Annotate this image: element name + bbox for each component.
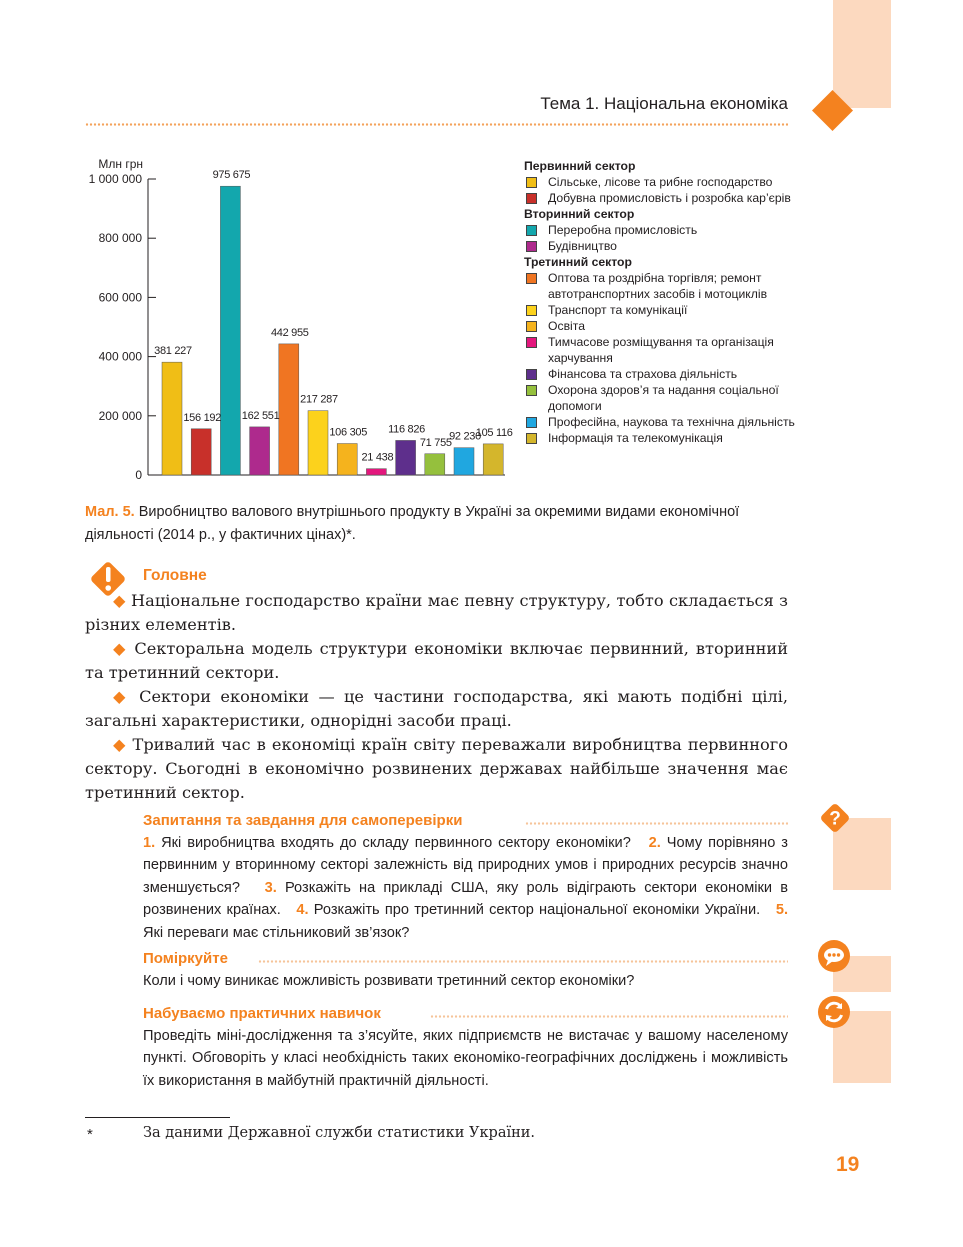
legend-item (524, 366, 804, 382)
y-tick-label: 400 000 (98, 349, 142, 364)
legend-label: Освіта (548, 319, 585, 333)
bar (425, 454, 445, 475)
bar (337, 444, 357, 475)
bar (279, 344, 299, 475)
bar (454, 448, 474, 475)
legend-label: Тимчасове розміщування та організація харчування (548, 335, 774, 365)
bar-value-label: 105 116 (475, 426, 513, 439)
bar (308, 411, 328, 475)
legend-label: Будівництво (548, 239, 617, 253)
legend-swatch (526, 241, 537, 252)
question-4: Розкажіть про третинний сектор національної економіки України. (313, 902, 761, 919)
legend-item (524, 238, 804, 254)
figure-caption-label: Мал. 5. (85, 504, 135, 520)
legend-item (524, 190, 804, 206)
speech-bubble-icon (816, 938, 852, 974)
legend-label: Оптова та роздрібна торгівля; ремонт автотранспортних засобів і мотоциклів (548, 271, 768, 301)
legend-label: Переробна промисловість (548, 223, 698, 237)
legend-swatch (526, 305, 537, 316)
legend-swatch (526, 273, 537, 284)
footnote-text: За даними Державної служби статистики України. (143, 1125, 536, 1141)
margin-tab-top (833, 0, 891, 108)
bar-value-label: 21 438 (361, 451, 394, 464)
y-tick-label: 0 (135, 468, 142, 482)
legend-label: Інформація та телекомунікація (548, 431, 723, 445)
gdp-bar-chart (85, 155, 525, 485)
bar-value-label: 975 675 (212, 169, 251, 182)
legend-swatch (526, 337, 537, 348)
legend-item (524, 222, 804, 238)
y-tick-label: 800 000 (98, 231, 142, 246)
practice-divider (430, 1014, 788, 1019)
summary-point: ◆ Національне господарство країни має певну структуру, тобто складається з різних елементів. (85, 591, 788, 634)
legend-item (524, 270, 804, 302)
think-text: Коли і чому виникає можливість розвивати третинний сектор економіки? (143, 973, 635, 989)
legend-label: Сільське, лісове та рибне господарство (548, 175, 773, 189)
think-title: Поміркуйте (143, 950, 228, 967)
questions-divider (525, 821, 788, 826)
bar-value-label: 92 230 (449, 430, 481, 443)
legend-item (524, 430, 804, 446)
y-tick-label: 600 000 (98, 290, 142, 305)
legend-label: Транспорт та комунікації (548, 303, 688, 317)
legend-group-title: Первинний сектор (524, 159, 636, 173)
legend-swatch (526, 321, 537, 332)
legend-label: Охорона здоров’я та надання соціальної допомоги (548, 383, 779, 413)
chart-svg (85, 155, 525, 485)
question-1: Які виробництва входять до складу первинного сектору економіки? (161, 835, 631, 851)
legend-swatch (526, 193, 537, 204)
questions-title: Запитання та завдання для самоперевірки (143, 812, 463, 829)
bar (220, 186, 240, 475)
bar-value-label: 162 551 (241, 409, 280, 422)
legend-item (524, 318, 804, 334)
summary-title: Головне (143, 567, 207, 584)
bar-value-label: 156 192 (183, 411, 222, 424)
legend-swatch (526, 225, 537, 236)
refresh-cycle-icon (816, 994, 852, 1030)
footnote-mark: * (87, 1126, 93, 1143)
bar (366, 469, 386, 475)
y-tick-label: 200 000 (98, 408, 142, 423)
legend-item (524, 174, 804, 190)
header-divider (85, 122, 788, 127)
bullet-diamond-icon: ◆ (113, 735, 127, 754)
legend-label: Фінансова та страхова діяльність (548, 367, 738, 381)
legend-item (524, 414, 804, 430)
legend-swatch (526, 433, 537, 444)
bullet-diamond-icon: ◆ (113, 591, 126, 610)
questions-text: 1. Які виробництва входять до складу первинного сектору економіки? 2. Чому порівняно з первинним у вторинному секторі залежність від природних умов і природних ресурсів значно зменшується? 3. Розкажіть на прикладі США, яку роль відіграють сектори економіки в розвинених країнах. 4. Розкажіть про третинний сектор національної економіки України. 5. Які переваги має стільниковий зв’язок? (143, 835, 788, 941)
page-header-title: Тема 1. Національна економіка (540, 94, 788, 113)
question-5: Які переваги має стільниковий зв’язок? (143, 924, 410, 941)
legend-swatch (526, 177, 537, 188)
bar-value-label: 116 826 (388, 423, 426, 436)
bar-value-label: 106 305 (329, 426, 368, 439)
question-3: Розкажіть на прикладі США, яку роль відіграють сектори економіки в розвинених країнах. (143, 879, 788, 919)
figure-caption-text: Виробництво валового внутрішнього продукту в Україні за окремими видами економічної діяльності (2014 р., у фактичних цінах)*. (85, 504, 740, 543)
bar (250, 427, 270, 475)
y-tick-label: 1 000 000 (88, 172, 142, 186)
summary-point: ◆ Сектори економіки — це частини господарства, які мають подібні цілі, загальні характеристики, однорідні засоби праці. (85, 687, 789, 730)
practice-title: Набуваємо практичних навичок (143, 1005, 381, 1022)
figure-caption (85, 501, 775, 547)
legend-item (524, 334, 804, 366)
bar-value-label: 442 955 (270, 326, 309, 339)
legend-label: Професійна, наукова та технічна діяльність (548, 415, 795, 429)
legend-swatch (526, 369, 537, 380)
summary-point: ◆ Тривалий час в економіці країн світу переважали виробництва первинного сектору. Сьогодні в економічно розвинених державах найбільше значення має третинний сектор. (85, 735, 788, 802)
bar-value-label: 71 755 (419, 436, 452, 449)
think-divider (258, 959, 788, 964)
chart-legend (524, 158, 804, 446)
legend-group-title: Вторинний сектор (524, 207, 635, 221)
page-number: 19 (836, 1153, 860, 1176)
summary-text (85, 589, 788, 805)
practice-text: Проведіть міні-дослідження та з’ясуйте, яких підприємств не вистачає у вашому населеному пункті. Обговоріть у класі необхідність таких економіко-географічних досліджень і можливість їх використання в майбутній практичній діяльності. (143, 1028, 788, 1089)
bar (483, 444, 503, 475)
bullet-diamond-icon: ◆ (113, 687, 130, 706)
y-axis-title: Млн грн (98, 157, 143, 171)
legend-label: Добувна промисловість і розробка кар’єрів (548, 191, 791, 205)
bar (162, 362, 182, 475)
bar (396, 440, 416, 475)
bar-value-label: 217 287 (300, 393, 338, 406)
question-icon (817, 800, 853, 836)
footnote-divider (85, 1117, 230, 1118)
legend-swatch (526, 385, 537, 396)
legend-item (524, 302, 804, 318)
svg-text:?: ? (829, 808, 841, 830)
bar-value-label: 381 227 (154, 345, 192, 358)
summary-point: ◆ Секторальна модель структури економіки включає первинний, вторинний та третинний сектори. (85, 639, 788, 682)
legend-group-title: Третинний сектор (524, 255, 632, 269)
bullet-diamond-icon: ◆ (113, 639, 128, 658)
question-2: Чому порівняно з первинним у вторинному секторі залежність від природних умов і природних ресурсів значно зменшується? (143, 835, 788, 896)
bar (191, 429, 211, 475)
legend-swatch (526, 417, 537, 428)
legend-item (524, 382, 804, 414)
